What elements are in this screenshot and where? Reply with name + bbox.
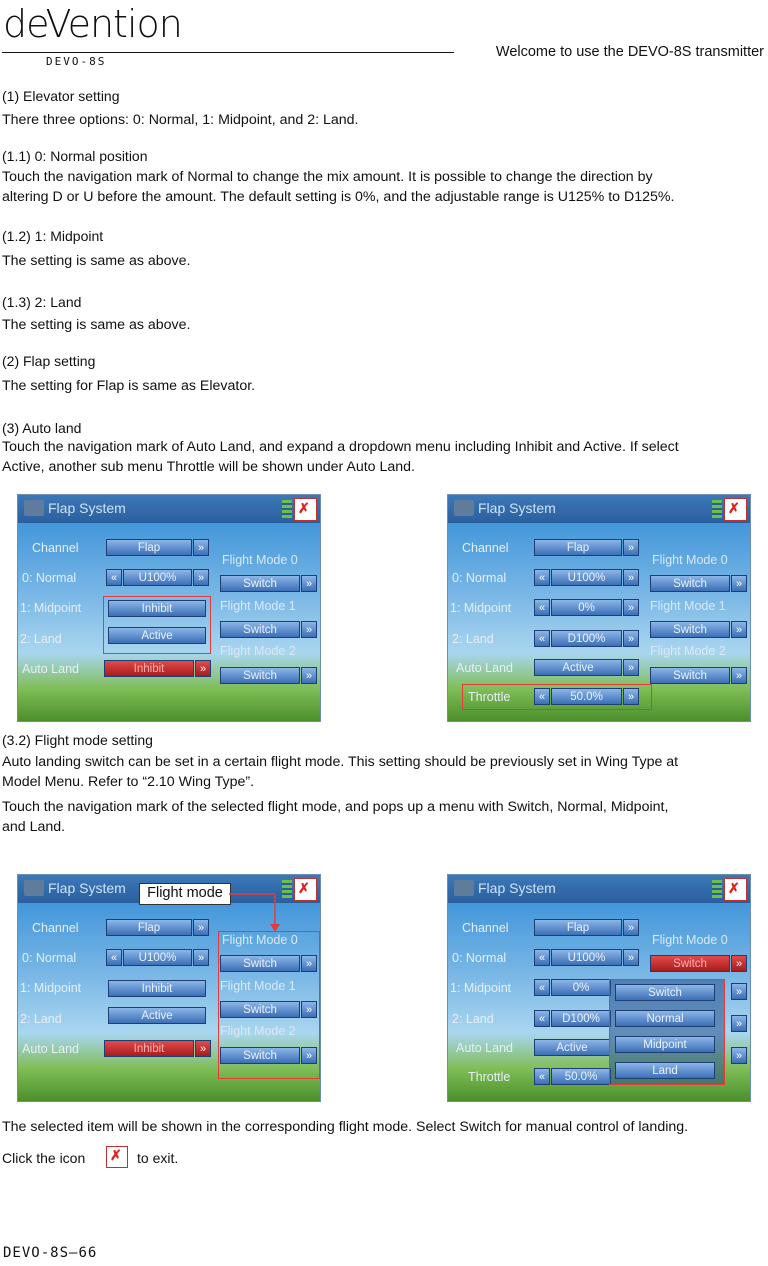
arrow-right-icon[interactable]: » xyxy=(731,1047,747,1064)
throttle-value-button[interactable]: 50.0% xyxy=(551,1068,611,1085)
arrow-left-icon[interactable]: « xyxy=(534,688,550,705)
label-autoland: Auto Land xyxy=(22,1042,79,1056)
label-channel: Channel xyxy=(32,921,79,935)
arrow-left-icon[interactable]: « xyxy=(106,569,122,586)
para-flap: The setting for Flap is same as Elevator. xyxy=(2,378,256,394)
label-normal: 0: Normal xyxy=(22,951,77,965)
menu-item-land[interactable]: Land xyxy=(615,1062,715,1079)
land-value-button[interactable]: D100% xyxy=(551,630,622,647)
channel-value-button[interactable]: Flap xyxy=(106,539,192,556)
arrow-right-icon[interactable]: » xyxy=(623,599,639,616)
label-flight-mode-0: Flight Mode 0 xyxy=(652,553,728,567)
arrow-left-icon[interactable]: « xyxy=(534,949,550,966)
heading-flap: (2) Flap setting xyxy=(2,353,96,369)
para-autoland-2: Active, another sub menu Throttle will be shown under Auto Land. xyxy=(2,459,416,475)
exit-icon[interactable]: ✗ xyxy=(294,878,317,901)
para-flight-mode-3: Touch the navigation mark of the selected flight mode, and pops up a menu with Switch, Normal, Midpoint, xyxy=(2,799,669,815)
label-channel: Channel xyxy=(462,541,509,555)
label-autoland: Auto Land xyxy=(456,1041,513,1055)
screenshot-autoland-dropdown xyxy=(17,494,321,722)
arrow-right-icon[interactable]: » xyxy=(623,688,639,705)
arrow-right-icon[interactable]: » xyxy=(623,919,639,936)
heading-autoland: (3) Auto land xyxy=(2,420,82,436)
label-land: 2: Land xyxy=(452,632,494,646)
arrow-right-icon[interactable]: » xyxy=(195,1040,211,1057)
arrow-left-icon[interactable]: « xyxy=(106,949,122,966)
label-autoland: Auto Land xyxy=(22,662,79,676)
menu-item-normal[interactable]: Normal xyxy=(615,1010,715,1027)
arrow-right-icon[interactable]: » xyxy=(301,575,317,592)
fm1-switch-button[interactable]: Switch xyxy=(650,621,730,638)
arrow-right-icon[interactable]: » xyxy=(731,955,747,972)
page-header-title: Welcome to use the DEVO-8S transmitter xyxy=(495,44,764,60)
arrow-right-icon[interactable]: » xyxy=(301,667,317,684)
page-footer xyxy=(3,1245,97,1261)
label-flight-mode-2: Flight Mode 2 xyxy=(220,1024,296,1038)
label-normal: 0: Normal xyxy=(452,571,507,585)
arrow-right-icon[interactable]: » xyxy=(193,569,209,586)
arrow-right-icon[interactable]: » xyxy=(301,1001,317,1018)
arrow-right-icon[interactable]: » xyxy=(301,955,317,972)
para-elevator: There three options: 0: Normal, 1: Midpoint, and 2: Land. xyxy=(2,112,359,128)
heading-normal: (1.1) 0: Normal position xyxy=(2,148,148,164)
arrow-right-icon[interactable]: » xyxy=(193,539,209,556)
label-midpoint: 1: Midpoint xyxy=(450,601,512,615)
arrow-left-icon[interactable]: « xyxy=(534,979,550,996)
footer-separator: — xyxy=(69,1245,79,1261)
heading-elevator: (1) Elevator setting xyxy=(2,88,120,104)
fm0-switch-button[interactable]: Switch xyxy=(220,955,300,972)
label-channel: Channel xyxy=(32,541,79,555)
brand-logo xyxy=(3,2,182,70)
arrow-right-icon[interactable]: » xyxy=(623,949,639,966)
arrow-right-icon[interactable]: » xyxy=(195,660,211,677)
exit-icon[interactable]: ✗ xyxy=(724,878,747,901)
label-throttle: Throttle xyxy=(468,1070,511,1084)
app-icon xyxy=(24,500,44,516)
arrow-left-icon[interactable]: « xyxy=(534,599,550,616)
arrow-right-icon[interactable]: » xyxy=(731,983,747,1000)
land-value-button[interactable]: D100% xyxy=(551,1010,611,1027)
logo-wordmark: deVention xyxy=(3,2,182,46)
para-midpoint: The setting is same as above. xyxy=(2,253,191,269)
option-inhibit[interactable]: Inhibit xyxy=(108,980,206,997)
label-flight-mode-1: Flight Mode 1 xyxy=(220,599,296,613)
menu-item-midpoint[interactable]: Midpoint xyxy=(615,1036,715,1053)
normal-value-button[interactable]: U100% xyxy=(551,569,622,586)
throttle-value-button[interactable]: 50.0% xyxy=(551,688,622,705)
label-midpoint: 1: Midpoint xyxy=(450,981,512,995)
label-midpoint: 1: Midpoint xyxy=(20,981,82,995)
para-normal-1: Touch the navigation mark of Normal to change the mix amount. It is possible to change the direction by xyxy=(2,169,653,185)
para-normal-2: altering D or U before the amount. The default setting is 0%, and the adjustable range is U125% to D125%. xyxy=(2,189,675,205)
fm1-switch-button[interactable]: Switch xyxy=(220,621,300,638)
arrow-left-icon[interactable]: « xyxy=(534,569,550,586)
label-normal: 0: Normal xyxy=(22,571,77,585)
arrow-right-icon[interactable]: » xyxy=(193,949,209,966)
arrow-left-icon[interactable]: « xyxy=(534,630,550,647)
arrow-right-icon[interactable]: » xyxy=(301,621,317,638)
autoland-value-button[interactable]: Active xyxy=(534,1039,610,1056)
para-flight-mode-1: Auto landing switch can be set in a certain flight mode. This setting should be previously set in Wing Type at xyxy=(2,754,679,770)
midpoint-value-button[interactable]: 0% xyxy=(551,979,611,996)
screen-title: Flap System xyxy=(478,500,556,516)
fm1-switch-button[interactable]: Switch xyxy=(220,1001,300,1018)
header-divider xyxy=(2,52,158,53)
label-throttle: Throttle xyxy=(468,690,511,704)
para-flight-mode-4: and Land. xyxy=(2,819,66,835)
midpoint-value-button[interactable]: 0% xyxy=(551,599,622,616)
footer-model: DEVO-8S xyxy=(3,1245,70,1261)
option-active[interactable]: Active xyxy=(108,627,206,644)
label-flight-mode-0: Flight Mode 0 xyxy=(222,553,298,567)
fm2-switch-button[interactable]: Switch xyxy=(220,667,300,684)
fm0-switch-button[interactable]: Switch xyxy=(650,575,730,592)
para-flight-mode-2: Model Menu. Refer to “2.10 Wing Type”. xyxy=(2,774,255,790)
screen-title: Flap System xyxy=(48,500,126,516)
channel-value-button[interactable]: Flap xyxy=(106,919,192,936)
heading-flight-mode: (3.2) Flight mode setting xyxy=(2,732,153,748)
arrow-right-icon[interactable]: » xyxy=(193,919,209,936)
label-flight-mode-2: Flight Mode 2 xyxy=(220,644,296,658)
page-number: 66 xyxy=(78,1245,98,1261)
callout-arrow-icon xyxy=(229,890,285,934)
heading-midpoint: (1.2) 1: Midpoint xyxy=(2,228,104,244)
para-closing-2b: to exit. xyxy=(137,1150,179,1166)
exit-icon: ✗ xyxy=(106,1146,128,1168)
fm0-switch-button[interactable]: Switch xyxy=(220,575,300,592)
label-land: 2: Land xyxy=(452,1012,494,1026)
screen-title: Flap System xyxy=(478,880,556,896)
app-icon xyxy=(24,880,44,896)
app-icon xyxy=(454,500,474,516)
exit-icon[interactable]: ✗ xyxy=(294,498,317,521)
screenshot-flight-mode-menu xyxy=(447,874,751,1102)
label-land: 2: Land xyxy=(20,632,62,646)
label-flight-mode-2: Flight Mode 2 xyxy=(650,644,726,658)
header-divider xyxy=(158,52,454,53)
normal-value-button[interactable]: U100% xyxy=(123,569,192,586)
label-flight-mode-0: Flight Mode 0 xyxy=(222,933,298,947)
heading-land: (1.3) 2: Land xyxy=(2,294,82,310)
autoland-value-button[interactable]: Inhibit xyxy=(104,1040,194,1057)
battery-icon xyxy=(282,500,292,518)
label-midpoint: 1: Midpoint xyxy=(20,601,82,615)
screen-title: Flap System xyxy=(48,880,126,896)
menu-item-switch[interactable]: Switch xyxy=(615,984,715,1001)
para-closing-2a: Click the icon xyxy=(2,1150,86,1166)
arrow-right-icon[interactable]: » xyxy=(731,1015,747,1032)
screenshot-autoland-active xyxy=(447,494,751,722)
arrow-right-icon[interactable]: » xyxy=(731,621,747,638)
arrow-right-icon[interactable]: » xyxy=(301,1047,317,1064)
arrow-right-icon[interactable]: » xyxy=(731,667,747,684)
battery-icon xyxy=(712,880,722,898)
channel-value-button[interactable]: Flap xyxy=(534,919,622,936)
app-icon xyxy=(454,880,474,896)
arrow-right-icon[interactable]: » xyxy=(623,659,639,676)
label-autoland: Auto Land xyxy=(456,661,513,675)
option-active[interactable]: Active xyxy=(108,1007,206,1024)
para-autoland-1: Touch the navigation mark of Auto Land, and expand a dropdown menu including Inhibit and Active. If select xyxy=(2,439,679,455)
para-land: The setting is same as above. xyxy=(2,317,191,333)
label-land: 2: Land xyxy=(20,1012,62,1026)
channel-value-button[interactable]: Flap xyxy=(534,539,622,556)
fm2-switch-button[interactable]: Switch xyxy=(650,667,730,684)
normal-value-button[interactable]: U100% xyxy=(123,949,192,966)
fm0-switch-button[interactable]: Switch xyxy=(650,955,730,972)
autoland-value-button[interactable]: Active xyxy=(534,659,622,676)
arrow-right-icon[interactable]: » xyxy=(623,569,639,586)
label-channel: Channel xyxy=(462,921,509,935)
option-inhibit[interactable]: Inhibit xyxy=(108,600,206,617)
callout-flight-mode: Flight mode xyxy=(139,883,231,905)
fm2-switch-button[interactable]: Switch xyxy=(220,1047,300,1064)
arrow-right-icon[interactable]: » xyxy=(623,630,639,647)
para-closing-1: The selected item will be shown in the corresponding flight mode. Select Switch for manual control of landing. xyxy=(2,1119,689,1135)
logo-model: DEVO-8S xyxy=(46,55,107,68)
label-flight-mode-1: Flight Mode 1 xyxy=(220,979,296,993)
label-flight-mode-1: Flight Mode 1 xyxy=(650,599,726,613)
arrow-left-icon[interactable]: « xyxy=(534,1010,550,1027)
autoland-value-button[interactable]: Inhibit xyxy=(104,660,194,677)
normal-value-button[interactable]: U100% xyxy=(551,949,622,966)
arrow-left-icon[interactable]: « xyxy=(534,1068,550,1085)
label-flight-mode-0: Flight Mode 0 xyxy=(652,933,728,947)
battery-icon xyxy=(712,500,722,518)
label-normal: 0: Normal xyxy=(452,951,507,965)
arrow-right-icon[interactable]: » xyxy=(731,575,747,592)
arrow-right-icon[interactable]: » xyxy=(623,539,639,556)
exit-icon[interactable]: ✗ xyxy=(724,498,747,521)
